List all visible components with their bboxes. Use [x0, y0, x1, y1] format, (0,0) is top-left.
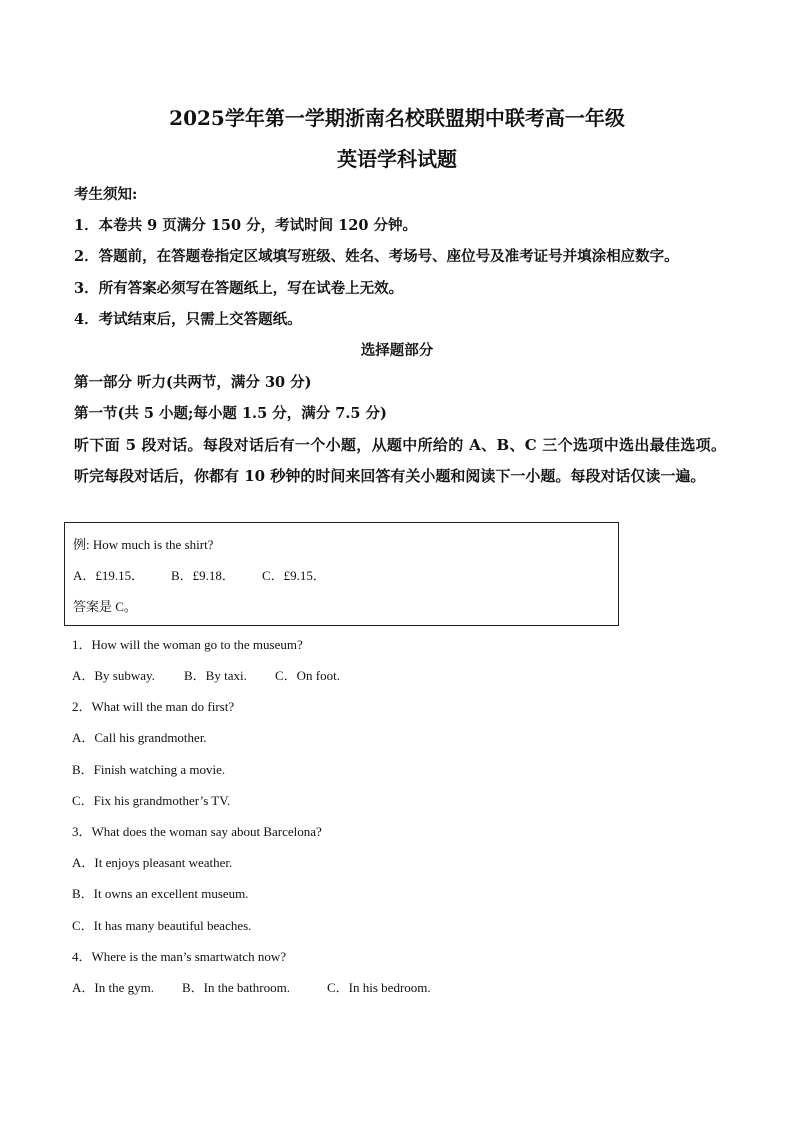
question-2-option-b: B．Finish watching a movie. [72, 762, 226, 777]
question-3-stem: 3．What does the woman say about Barcelona? [72, 824, 322, 839]
exam-subtitle: 英语学科试题 [337, 147, 457, 171]
question-2-option-a: A．Call his grandmother. [72, 730, 207, 745]
part-1-heading: 第一部分 听力(共两节，满分 30 分) [74, 374, 312, 391]
example-question: 例: How much is the shirt? [73, 537, 214, 552]
question-1-stem: 1．How will the woman go to the museum? [72, 637, 303, 652]
subsection-1-heading: 第一节(共 5 小题;每小题 1.5 分，满分 7.5 分) [74, 405, 387, 422]
exam-title: 2025学年第一学期浙南名校联盟期中联考高一年级 [169, 106, 625, 130]
example-option-a: A．£19.15． [73, 568, 145, 583]
notice-heading: 考生须知: [74, 186, 138, 203]
question-1-option-a: A．By subway. [72, 668, 155, 683]
question-3-option-c: C．It has many beautiful beaches. [72, 918, 252, 933]
notice-item-3: 3．所有答案必须写在答题纸上，写在试卷上无效。 [74, 280, 404, 297]
question-2-option-c: C．Fix his grandmother’s TV. [72, 793, 231, 808]
question-4-stem: 4．Where is the man’s smartwatch now? [72, 949, 287, 964]
listening-instructions: 听下面 5 段对话。每段对话后有一个小题，从题中所给的 A、B、C 三个选项中选出最佳选项。听完每段对话后，你都有 10 秒钟的时间来回答有关小题和阅读下一小题。每段对话仅读一遍。 [74, 436, 726, 485]
example-box [64, 522, 619, 626]
question-1-option-c: C．On foot. [275, 668, 341, 683]
example-options [73, 567, 326, 585]
notice-item-2: 2．答题前，在答题卷指定区域填写班级、姓名、考场号、座位号及准考证号并填涂相应数字。 [74, 248, 679, 265]
section-heading: 选择题部分 [360, 342, 434, 359]
question-3-option-a: A．It enjoys pleasant weather. [72, 855, 233, 870]
question-4-options [72, 979, 431, 997]
question-4-option-a: A．In the gym. [72, 980, 154, 995]
question-1-option-b: B．By taxi. [184, 668, 247, 683]
question-1-options [72, 667, 340, 685]
question-3-option-b: B．It owns an excellent museum. [72, 886, 249, 901]
notice-item-4: 4．考试结束后，只需上交答题纸。 [74, 311, 302, 328]
example-option-c: C．£9.15． [262, 568, 326, 583]
example-option-b: B．£9.18． [171, 568, 235, 583]
notice-item-1: 1．本卷共 9 页满分 150 分，考试时间 120 分钟。 [74, 217, 417, 234]
question-4-option-b: B．In the bathroom. [182, 980, 290, 995]
question-2-stem: 2．What will the man do first? [72, 699, 235, 714]
question-4-option-c: C．In his bedroom. [327, 980, 431, 995]
example-answer: 答案是 C。 [73, 599, 137, 614]
